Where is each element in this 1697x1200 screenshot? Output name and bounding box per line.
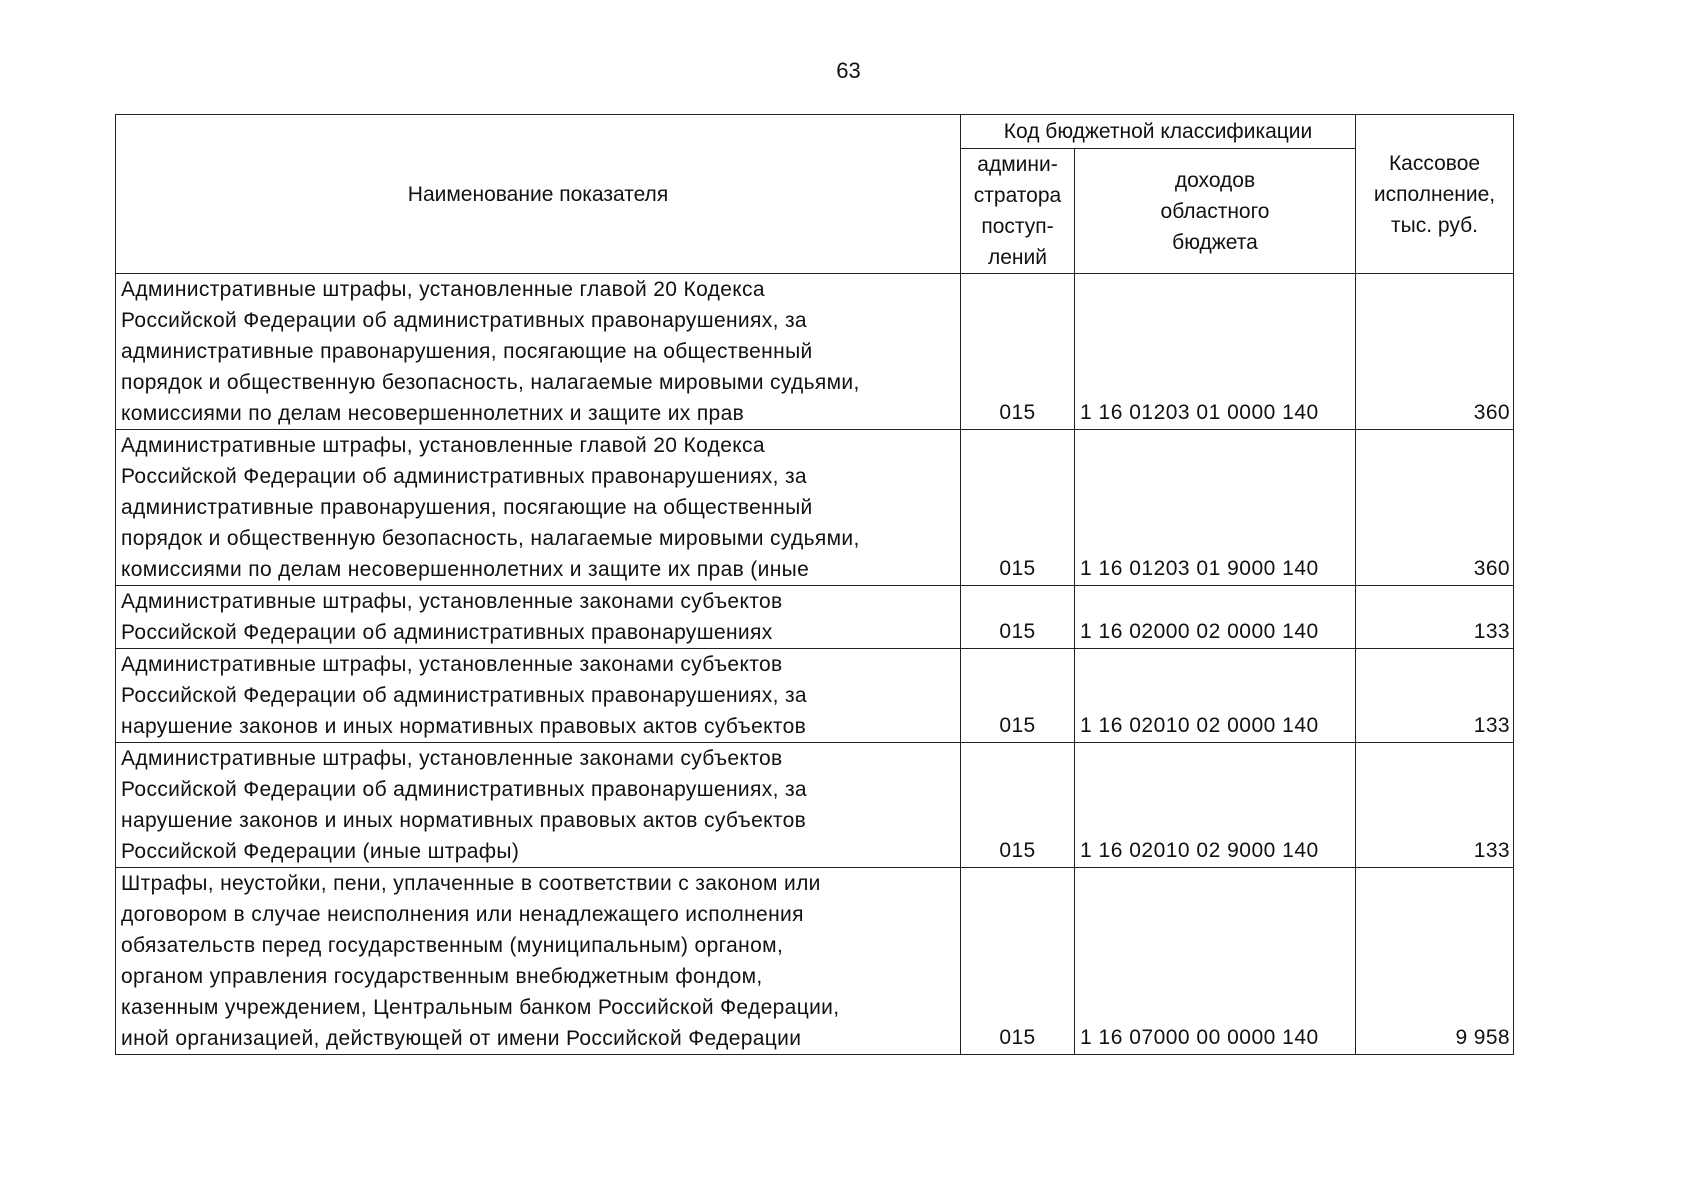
name-line: Административные штрафы, установленные главой 20 Кодекса bbox=[121, 434, 765, 457]
row-admin-code: 015 bbox=[961, 274, 1075, 430]
row-amount: 9 958 bbox=[1356, 868, 1514, 1055]
header-amount bbox=[1356, 115, 1514, 274]
name-line: Административные штрафы, установленные законами субъектов bbox=[121, 747, 783, 770]
name-line: Российской Федерации об административных правонарушениях, за bbox=[121, 309, 807, 332]
name-line: Административные штрафы, установленные главой 20 Кодекса bbox=[121, 278, 765, 301]
table-header bbox=[116, 115, 1514, 274]
table-row bbox=[116, 274, 1514, 430]
name-line: Административные штрафы, установленные законами субъектов bbox=[121, 653, 783, 676]
row-budget-code: 1 16 02010 02 0000 140 bbox=[1075, 649, 1356, 743]
header-admin-line: лений bbox=[988, 246, 1047, 269]
name-line: порядок и общественную безопасность, налагаемые мировыми судьями, bbox=[121, 527, 860, 550]
header-code-line: бюджета bbox=[1172, 230, 1258, 254]
name-line: нарушение законов и иных нормативных правовых актов субъектов bbox=[121, 809, 807, 832]
name-line: Административные штрафы, установленные законами субъектов bbox=[121, 590, 783, 613]
row-name bbox=[116, 649, 961, 743]
row-budget-code: 1 16 02010 02 9000 140 bbox=[1075, 743, 1356, 868]
name-line: иной организацией, действующей от имени Российской Федерации bbox=[121, 1027, 802, 1050]
table-body bbox=[116, 274, 1514, 1055]
row-admin-code: 015 bbox=[961, 649, 1075, 743]
name-line: комиссиями по делам несовершеннолетних и защите их прав bbox=[121, 402, 745, 425]
header-code bbox=[1075, 149, 1356, 274]
header-amount-line: тыс. руб. bbox=[1391, 213, 1478, 237]
row-admin-code: 015 bbox=[961, 868, 1075, 1055]
name-line: обязательств перед государственным (муниципальным) органом, bbox=[121, 934, 784, 957]
header-admin bbox=[961, 149, 1075, 274]
name-line: договором в случае неисполнения или ненадлежащего исполнения bbox=[121, 903, 804, 926]
budget-table bbox=[115, 114, 1514, 1055]
header-amount-line: исполнение, bbox=[1373, 182, 1496, 206]
row-amount: 360 bbox=[1356, 430, 1514, 586]
header-group: Код бюджетной классификации bbox=[961, 115, 1356, 149]
row-name bbox=[116, 743, 961, 868]
table-row bbox=[116, 430, 1514, 586]
name-line: административные правонарушения, посягающие на общественный bbox=[121, 496, 813, 519]
row-name bbox=[116, 430, 961, 586]
header-code-line: областного bbox=[1160, 199, 1270, 223]
row-amount: 360 bbox=[1356, 274, 1514, 430]
name-line: Российской Федерации об административных правонарушениях bbox=[121, 621, 773, 644]
row-name bbox=[116, 586, 961, 649]
name-line: порядок и общественную безопасность, налагаемые мировыми судьями, bbox=[121, 371, 860, 394]
header-amount-line: Кассовое bbox=[1388, 151, 1481, 175]
row-amount: 133 bbox=[1356, 649, 1514, 743]
header-name: Наименование показателя bbox=[116, 115, 961, 274]
page-number: 63 bbox=[836, 58, 861, 83]
header-code-line: доходов bbox=[1174, 168, 1256, 192]
header-admin-line: админи- bbox=[977, 153, 1058, 176]
row-budget-code: 1 16 07000 00 0000 140 bbox=[1075, 868, 1356, 1055]
name-line: комиссиями по делам несовершеннолетних и защите их прав (иные bbox=[121, 558, 810, 581]
row-budget-code: 1 16 02000 02 0000 140 bbox=[1075, 586, 1356, 649]
table-row bbox=[116, 586, 1514, 649]
row-admin-code: 015 bbox=[961, 586, 1075, 649]
row-name bbox=[116, 868, 961, 1055]
row-amount: 133 bbox=[1356, 743, 1514, 868]
row-amount: 133 bbox=[1356, 586, 1514, 649]
name-line: Штрафы, неустойки, пени, уплаченные в соответствии с законом или bbox=[121, 872, 821, 895]
row-budget-code: 1 16 01203 01 0000 140 bbox=[1075, 274, 1356, 430]
header-row bbox=[116, 115, 1514, 149]
row-name bbox=[116, 274, 961, 430]
table-row bbox=[116, 743, 1514, 868]
header-admin-line: поступ- bbox=[981, 215, 1054, 238]
name-line: административные правонарушения, посягающие на общественный bbox=[121, 340, 813, 363]
table-row bbox=[116, 868, 1514, 1055]
table-row bbox=[116, 649, 1514, 743]
row-admin-code: 015 bbox=[961, 743, 1075, 868]
row-admin-code: 015 bbox=[961, 430, 1075, 586]
name-line: органом управления государственным внебюджетным фондом, bbox=[121, 965, 763, 988]
header-admin-line: стратора bbox=[973, 184, 1062, 207]
name-line: казенным учреждением, Центральным банком Российской Федерации, bbox=[121, 996, 840, 1019]
name-line: нарушение законов и иных нормативных правовых актов субъектов bbox=[121, 715, 807, 738]
name-line: Российской Федерации об административных правонарушениях, за bbox=[121, 684, 807, 707]
name-line: Российской Федерации об административных правонарушениях, за bbox=[121, 465, 807, 488]
name-line: Российской Федерации (иные штрафы) bbox=[121, 840, 520, 863]
name-line: Российской Федерации об административных правонарушениях, за bbox=[121, 778, 807, 801]
row-budget-code: 1 16 01203 01 9000 140 bbox=[1075, 430, 1356, 586]
